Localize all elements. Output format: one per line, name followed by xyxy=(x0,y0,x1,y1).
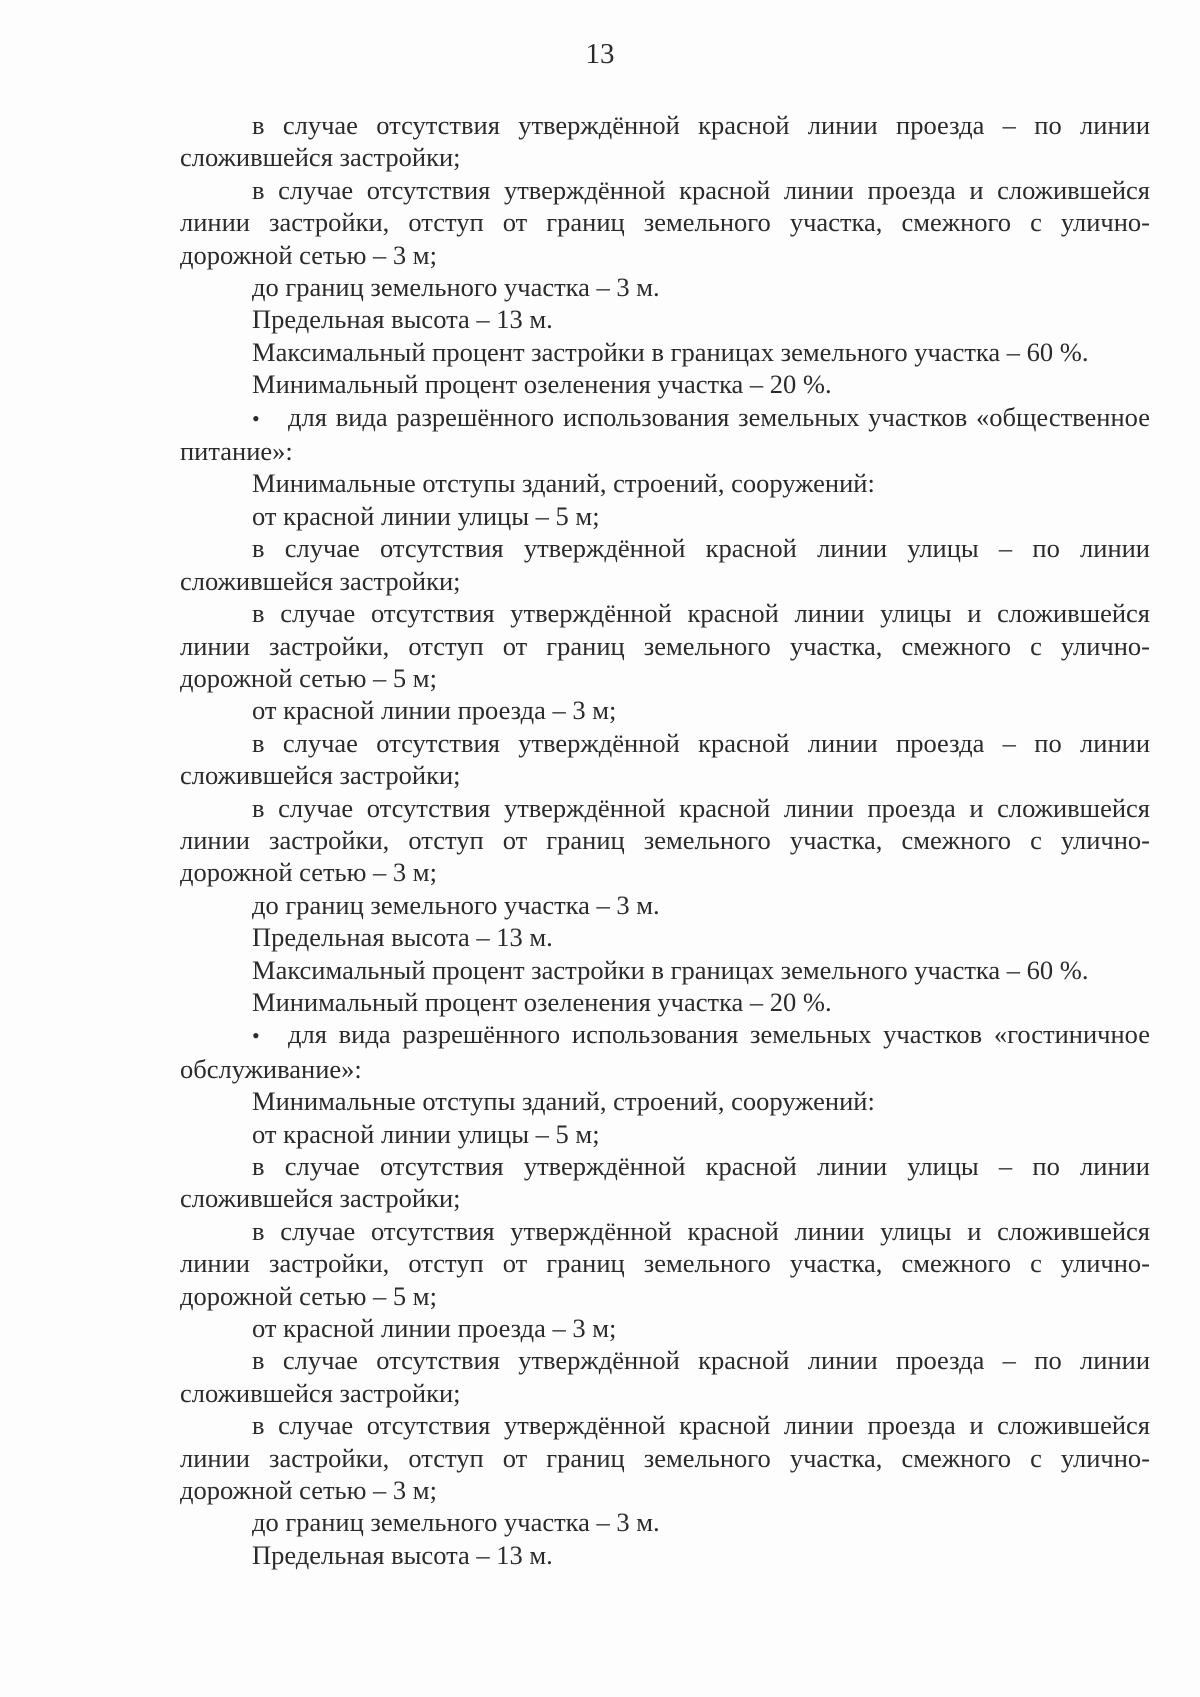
paragraph: в случае отсутствия утверждённой красной линии улицы – по линии сложившейся застройки; xyxy=(180,1151,1150,1214)
paragraph: в случае отсутствия утверждённой красной линии проезда и сложившейся линии застройки, отступ от границ земельного участка, смежного с улично-дорожной сетью – 3 м; xyxy=(180,174,1150,270)
paragraph: Минимальный процент озеленения участка – 20 %. xyxy=(252,986,832,1017)
paragraph: в случае отсутствия утверждённой красной линии проезда – по линии сложившейся застройки; xyxy=(180,110,1150,173)
paragraph: в случае отсутствия утверждённой красной линии улицы – по линии сложившейся застройки; xyxy=(180,533,1150,596)
paragraph: в случае отсутствия утверждённой красной линии проезда – по линии сложившейся застройки; xyxy=(180,1345,1150,1408)
paragraph: Максимальный процент застройки в границах земельного участка – 60 %. xyxy=(252,336,1089,367)
paragraph: в случае отсутствия утверждённой красной линии улицы и сложившейся линии застройки, отступ от границ земельного участка, смежного с улично-дорожной сетью – 5 м; xyxy=(180,1215,1150,1311)
paragraph: в случае отсутствия утверждённой красной линии проезда и сложившейся линии застройки, отступ от границ земельного участка, смежного с улично-дорожной сетью – 3 м; xyxy=(180,792,1150,888)
paragraph: до границ земельного участка – 3 м. xyxy=(252,272,660,303)
bullet-text: для вида разрешённого использования земельных участков «гостиничное обслуживание»: xyxy=(180,1019,1150,1084)
paragraph: в случае отсутствия утверждённой красной линии проезда – по линии сложившейся застройки; xyxy=(180,727,1150,791)
paragraph: от красной линии проезда – 3 м; xyxy=(252,695,617,726)
paragraph: от красной линии проезда – 3 м; xyxy=(252,1313,617,1344)
paragraph: от красной линии улицы – 5 м; xyxy=(252,1118,600,1149)
paragraph: Предельная высота – 13 м. xyxy=(252,1539,553,1570)
bullet-icon: • xyxy=(252,405,260,431)
paragraph: Предельная высота – 13 м. xyxy=(252,304,553,335)
paragraph: от красной линии улицы – 5 м; xyxy=(252,500,600,531)
bullet-paragraph xyxy=(180,401,1150,468)
page-number: 13 xyxy=(585,38,615,70)
document-body xyxy=(180,109,1150,1571)
paragraph: Минимальный процент озеленения участка – 20 %. xyxy=(252,369,832,400)
paragraph: до границ земельного участка – 3 м. xyxy=(252,889,660,920)
paragraph: Максимальный процент застройки в границах земельного участка – 60 %. xyxy=(252,954,1089,985)
paragraph: в случае отсутствия утверждённой красной линии улицы и сложившейся линии застройки, отступ от границ земельного участка, смежного с улично-дорожной сетью – 5 м; xyxy=(180,598,1150,693)
paragraph: в случае отсутствия утверждённой красной линии проезда и сложившейся линии застройки, отступ от границ земельного участка, смежного с улично-дорожной сетью – 3 м; xyxy=(180,1410,1150,1506)
bullet-paragraph xyxy=(180,1018,1150,1085)
paragraph: до границ земельного участка – 3 м. xyxy=(252,1507,660,1538)
paragraph: Предельная высота – 13 м. xyxy=(252,922,553,953)
bullet-text: для вида разрешённого использования земельных участков «общественное питание»: xyxy=(180,401,1150,467)
paragraph: Минимальные отступы зданий, строений, сооружений: xyxy=(252,1086,875,1117)
paragraph: Минимальные отступы зданий, строений, сооружений: xyxy=(252,468,875,499)
bullet-icon: • xyxy=(252,1023,260,1049)
